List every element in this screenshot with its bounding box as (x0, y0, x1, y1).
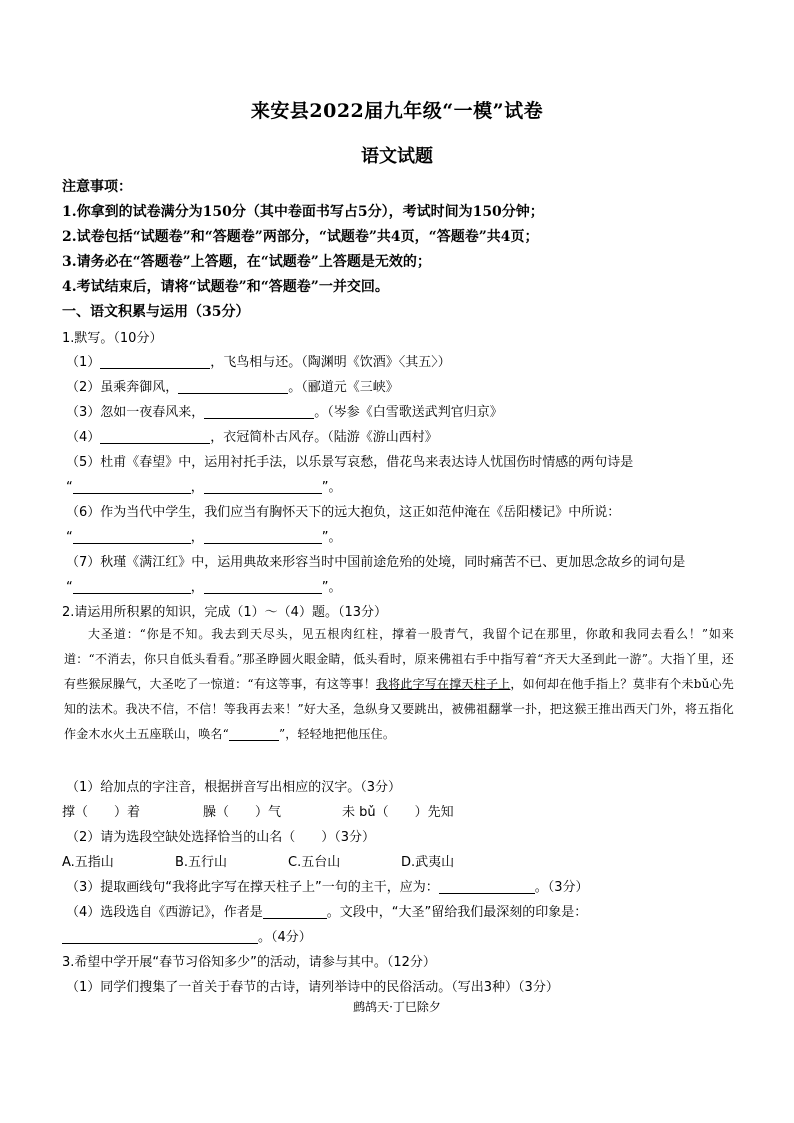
q3-part-1: （1）同学们搜集了一首关于春节的古诗，请列举诗中的民俗活动。（写出3种）（3分） (66, 980, 559, 995)
quote-mark: “ (66, 530, 73, 545)
mountain-name-blank[interactable] (229, 729, 279, 741)
notes-heading: 注意事项： (62, 179, 132, 195)
choice-option[interactable]: C.五台山 (288, 855, 341, 870)
comma: ， (190, 580, 204, 595)
q1-item-text: （3）忽如一夜春风来， (66, 405, 205, 420)
section-heading: 一、语文积累与运用（35分） (62, 304, 250, 320)
exam-subtitle: 语文试题 (361, 146, 433, 167)
q2-part-3-text: （3）提取画线句“我将此字写在撑天柱子上”一句的主干，应为： (66, 880, 439, 895)
q1-item-text: 。（岑参《白雪歌送武判官归京》 (314, 405, 503, 420)
q2-part-4-score: 。（4分） (258, 930, 312, 945)
quote-mark: “ (66, 480, 73, 495)
answer-blank[interactable] (73, 529, 191, 544)
answer-blank[interactable] (73, 579, 191, 594)
q1-item-text: ，衣冠简朴古风存。（陆游《游山西村》 (210, 430, 438, 445)
q2-part-4-text: 。文段中，“大圣”留给我们最深刻的印象是： (326, 905, 588, 920)
q1-item-1 (66, 351, 451, 370)
passage-text: ，如何却在他手指上？莫非有个未bǔ心先知的法术。我决不信，不信！等我再去来！”好大圣，急纵身又要跳出，被佛祖翻掌一扑，把这猴王推出西天门外，将五指化作金木水火土五座联山，唤名“ (64, 677, 734, 741)
choice-option[interactable]: D.武夷山 (401, 855, 455, 870)
q1-item-3 (66, 401, 503, 420)
answer-blank[interactable] (100, 354, 210, 369)
answer-blank[interactable] (204, 579, 322, 594)
note-item: 1.你拿到的试卷满分为150分（其中卷面书写占5分），考试时间为150分钟； (62, 204, 544, 220)
q1-item-text: 。（郦道元《三峡》 (288, 380, 399, 395)
answer-blank[interactable] (204, 529, 322, 544)
answer-blank[interactable] (178, 379, 288, 394)
q2-part-2: （2）请为选段空缺处选择恰当的山名（ ）（3分） (66, 830, 376, 845)
q1-item-2 (66, 376, 399, 395)
q2-part-1: （1）给加点的字注音，根据拼音写出相应的汉字。（3分） (66, 780, 402, 795)
pinyin-item: 臊（ ）气 (203, 805, 282, 820)
q1-item-5: （5）杜甫《春望》中，运用衬托手法，以乐景写哀愁，借花鸟来表达诗人忧国伤时情感的两句诗是 (66, 455, 634, 470)
answer-blank[interactable] (439, 879, 535, 894)
q2-part-3-score: 。（3分） (534, 880, 589, 895)
answer-blank[interactable] (73, 479, 191, 494)
note-item: 4.考试结束后，请将“试题卷”和“答题卷”一并交回。 (62, 279, 389, 295)
author-blank[interactable] (263, 904, 327, 919)
q3-stem: 3.希望中学开展“春节习俗知多少”的活动，请参与其中。（12分） (62, 955, 436, 970)
passage-text: ”，轻轻地把他压住。 (278, 727, 396, 741)
quote-mark: ”。 (321, 480, 342, 495)
quote-mark: “ (66, 580, 73, 595)
q2-choices (62, 851, 514, 870)
pinyin-item: 撑（ ）着 (62, 805, 141, 820)
q1-stem: 1.默写。（10分） (62, 331, 163, 346)
q1-item-5-answer (66, 476, 342, 495)
comma: ， (190, 480, 204, 495)
q1-item-7: （7）秋瑾《满江红》中，运用典故来形容当时中国前途危殆的处境，同时痛苦不已、更加思念故乡的词句是 (66, 555, 686, 570)
answer-blank[interactable] (204, 404, 314, 419)
q1-item-label: （4） (66, 430, 101, 445)
q2-part-4-text: （4）选段选自《西游记》，作者是 (66, 905, 263, 920)
choice-option[interactable]: B.五行山 (175, 855, 228, 870)
q1-item-6: （6）作为当代中学生，我们应当有胸怀天下的远大抱负，这正如范仲淹在《岳阳楼记》中所说： (66, 505, 621, 520)
q2-part-4-answer (62, 926, 312, 945)
choice-option[interactable]: A.五指山 (62, 855, 114, 870)
answer-blank[interactable] (100, 429, 210, 444)
poem-title: 鹧鸪天·丁巳除夕 (353, 1000, 441, 1014)
q1-item-6-answer (66, 526, 342, 545)
q1-item-7-answer (66, 576, 342, 595)
q2-part-3 (66, 876, 589, 895)
q2-part-1-items (62, 801, 454, 820)
pinyin-item: 未 bǔ（ ）先知 (342, 805, 454, 820)
quote-mark: ”。 (321, 530, 342, 545)
exam-title: 来安县2022届九年级“一模”试卷 (250, 100, 544, 122)
note-item: 2.试卷包括“试题卷”和“答题卷”两部分，“试题卷”共4页，“答题卷”共4页； (62, 229, 539, 245)
q2-stem: 2.请运用所积累的知识，完成（1）～（4）题。（13分） (62, 605, 387, 620)
q1-item-label: （1） (66, 355, 101, 370)
q2-part-4 (66, 901, 587, 920)
q1-item-text: （2）虽乘奔御风， (66, 380, 179, 395)
reading-passage (64, 622, 734, 747)
quote-mark: ”。 (321, 580, 342, 595)
answer-blank[interactable] (62, 929, 258, 944)
note-item: 3.请务必在“答题卷”上答题，在“试题卷”上答题是无效的； (62, 254, 431, 270)
comma: ， (190, 530, 204, 545)
q1-item-4 (66, 426, 438, 445)
answer-blank[interactable] (204, 479, 322, 494)
q1-item-text: ，飞鸟相与还。（陶渊明《饮酒》〈其五〉） (210, 355, 451, 370)
passage-text: 大圣道：“你是不知。我去到天尽头，见五根肉红柱，撑着一股青气，我留个记在那里，你敢和我同去看么！”如来道：“不消去，你只自低头看看。”那圣睁圆火眼金睛，低头看时，原来佛祖右手中指写着“齐天大圣到此一游”。大指丫里，还有些猴尿臊气，大圣吃了一惊道：“有这等事，有这等事！ (64, 627, 734, 691)
underlined-sentence: 我将此字写在撑天柱子上 (375, 677, 511, 691)
